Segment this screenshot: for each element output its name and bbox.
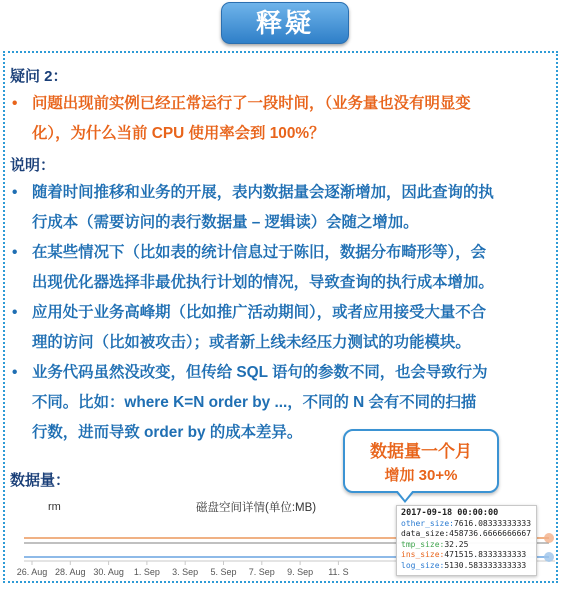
- tooltip-value: 471515.8333333333: [444, 550, 527, 560]
- explain-item-3-line-2: 理的访问（比如被攻击）；或者新上线未经压力测试的功能模块。: [32, 334, 471, 351]
- tooltip-value: 7616.08333333333: [453, 518, 532, 528]
- tooltip-key: ins_size:: [401, 550, 445, 560]
- tooltip-row: [401, 519, 532, 530]
- x-tick-label: 30. Aug: [93, 567, 124, 577]
- question-item: [10, 89, 555, 149]
- question-line-1: 问题出现前实例已经正常运行了一段时间，（业务量也没有明显变: [32, 95, 471, 112]
- x-tick-label: 3. Sep: [172, 567, 199, 577]
- explain-item-3-line-1: 应用处于业务高峰期（比如推广活动期间），或者应用接受大量不合: [32, 304, 487, 321]
- page-title: 释疑: [221, 2, 349, 44]
- x-tick-label: 26. Aug: [16, 567, 48, 577]
- growth-callout: [343, 429, 499, 493]
- explain-item-2-line-1: 在某些情况下（比如表的统计信息过于陈旧，数据分布畸形等），会: [32, 244, 487, 261]
- chart-tooltip: [396, 505, 537, 576]
- bullet-icon: •: [12, 304, 18, 321]
- tooltip-key: log_size:: [401, 560, 445, 570]
- tooltip-row: [401, 550, 532, 561]
- explain-label: 说明：: [10, 157, 56, 174]
- tooltip-key: tmp_size:: [401, 539, 445, 549]
- series-marker-log: [544, 552, 554, 562]
- tooltip-value: 5130.583333333333: [444, 560, 527, 570]
- explain-item-4-line-1: 业务代码虽然没改变，但传给 SQL 语句的参数不同，也会导致行为: [32, 364, 488, 381]
- question-label: 疑问 2：: [10, 68, 68, 85]
- callout-tail-inner: [397, 490, 413, 500]
- explain-item-1-line-2: 行成本（需要访问的表行数据量 – 逻辑读）会随之增加。: [32, 214, 419, 231]
- question-line-2: 化），为什么当前 CPU 使用率会到 100%？: [32, 125, 325, 142]
- x-tick-label: 1. Sep: [133, 567, 160, 577]
- bullet-icon: •: [12, 364, 18, 381]
- tooltip-date: 2017-09-18 00:00:00: [401, 508, 499, 518]
- explain-item-1: [10, 178, 555, 238]
- tooltip-row: [401, 529, 532, 540]
- x-tick-label: 7. Sep: [248, 567, 275, 577]
- bullet-icon: •: [12, 184, 18, 201]
- callout-line-2: 增加 30+%: [384, 467, 458, 484]
- explain-item-3: [10, 298, 555, 358]
- chart-title: 磁盘空间详情(单位:MB): [196, 502, 317, 514]
- tooltip-rows: [401, 519, 532, 572]
- explain-item-2-line-2: 出现优化器选择非最优执行计划的情况，导致查询的执行成本增加。: [32, 274, 494, 291]
- tooltip-value: 32.25: [444, 539, 469, 549]
- chart-section-label: 数据量：: [10, 472, 71, 489]
- callout-line-1: 数据量一个月: [370, 442, 472, 461]
- explain-item-2: [10, 238, 555, 298]
- bullet-icon: •: [12, 244, 18, 261]
- x-tick-label: 28. Aug: [55, 567, 86, 577]
- series-marker-other: [544, 533, 554, 543]
- bullet-icon: •: [12, 95, 18, 112]
- tooltip-row: [401, 561, 532, 572]
- x-tick-label: 9. Sep: [287, 567, 314, 577]
- tooltip-row: [401, 540, 532, 551]
- tooltip-key: other_size:: [401, 518, 454, 528]
- tooltip-key: data_size:: [401, 529, 450, 539]
- tooltip-value: 458736.6666666667: [449, 529, 532, 539]
- chart-legend[interactable]: rm: [48, 501, 61, 513]
- x-tick-label: 11. S: [328, 567, 349, 577]
- explain-item-4-line-3: 行数，进而导致 order by 的成本差异。: [32, 424, 303, 441]
- explain-item-4-line-2: 不同。比如：where K=N order by ...，不同的 N 会有不同的扫描: [32, 394, 477, 411]
- x-tick-label: 5. Sep: [210, 567, 237, 577]
- explain-item-1-line-1: 随着时间推移和业务的开展，表内数据量会逐渐增加，因此查询的执: [32, 184, 494, 201]
- content-body: [10, 60, 555, 448]
